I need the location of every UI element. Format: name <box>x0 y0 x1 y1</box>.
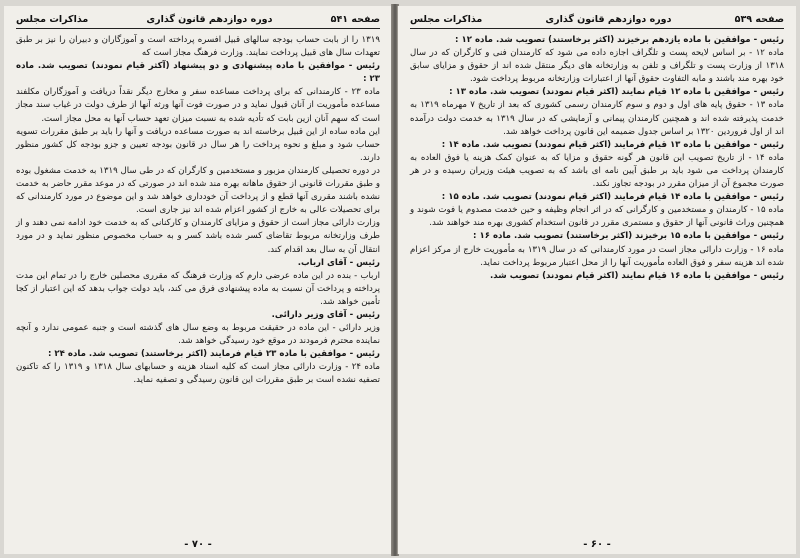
paragraph: ماده ۱۳ - حقوق پایه های اول و دوم و سوم کارمندان رسمی کشوری که بعد از تاریخ ۷ مهرماه ۱۳۱۹ به خدمت پذیرفته شده اند و همچنین کارمندان پیمانی و آزمایشی که در سال ۱۳۱۹ به خدمت دولت درآمده اند از اول فروردین ۱۳۲۰ بر اساس جدول ضمیمه این قانون پرداخت خواهد شد. <box>410 100 784 137</box>
right-page-header <box>410 14 784 29</box>
right-page-body <box>410 34 784 283</box>
paragraph: رئیس - موافقین با ماده ۱۶ قیام نمایند (اکثر قیام نمودند) تصویب شد. <box>490 270 784 281</box>
paragraph: ارباب - بنده در این ماده عرضی دارم که وزارت فرهنگ که مقرری محصلین خارج را در تمام این مدت پرداخته و پرداخت آن نسبت به ماده پیشنهادی فرق می کند، باید دولت جواب بدهد که این اعتبار از کجا تأمین خواهد شد. <box>16 270 380 307</box>
left-page-footer-number: - ۷۰ - <box>184 539 212 550</box>
paragraph: وزارت دارائی مجاز است از حقوق و مزایای کارمندان و کارکنانی که به خدمت خود ادامه نمی دهند و از طرف وزارتخانه مربوط تقاضای کسر شده باشد کسر و به حساب مخصوص منظور نماید و در مورد انتقال آن به سال بعد اقدام کند. <box>16 218 380 255</box>
paragraph: ماده ۲۴ - وزارت دارائی مجاز است که کلیه اسناد هزینه و حسابهای سال ۱۳۱۸ و ۱۳۱۹ را که تاکنون تصفیه نشده است بر طبق مقررات این قانون رسیدگی و تصفیه نماید. <box>16 362 380 386</box>
paragraph: رئیس - موافقین با ماده پیشنهادی و دو پیشنهاد (آکثر قیام نمودند) تصویب شد. ماده ۲۳ : <box>16 61 380 85</box>
right-page-footer-number: - ۶۰ - <box>583 539 611 550</box>
paragraph: رئیس - موافقین با ماده یازدهم برخیزند (اکثر برخاستند) تصویب شد. ماده ۱۲ : <box>455 35 784 45</box>
paragraph: ماده ۱۶ - وزارت دارائی مجاز است در مورد کارمندانی که در سال ۱۳۱۹ به مأموریت خارج از مرکز اعزام شده اند هزینه سفر و فوق العاده مأموریت آنها را از محل اعتبار مربوط پرداخت نماید. <box>410 244 784 268</box>
paragraph: رئیس - موافقین با ماده ۱۳ قیام فرمایند (اکثر قیام نمودند) تصویب شد. ماده ۱۴ : <box>441 139 784 150</box>
paragraph: رئیس - آقای ارباب. <box>297 257 380 268</box>
paragraph: رئیس - موافقین با ماده ۱۴ قیام فرمایند (اکثر قیام نمودند) تصویب شد. ماده ۱۵ : <box>441 192 784 203</box>
paragraph: وزیر دارائی - این ماده در حقیقت مربوط به وضع سال های گذشته است و جنبه عمومی ندارد و آنچه نماینده محترم فرمودند در موقع خود رسیدگی خواهد شد. <box>16 323 380 347</box>
left-page-number: صفحه ۵۴۱ <box>330 14 380 25</box>
paragraph: ۱۳۱۹ را از بابت حساب بودجه سالهای قبیل افسره پرداخته است و آموزگاران و دبیران را نیز بر طبق تعهدات سال های قبیل پرداخت نمایند. وزارت فرهنگ مجاز است که <box>16 35 380 59</box>
right-page <box>397 6 796 554</box>
left-page-source: مذاکرات مجلس <box>16 14 89 25</box>
left-page-body <box>16 34 380 388</box>
right-page-title: دوره دوازدهم قانون گذاری <box>545 14 672 25</box>
left-page-header <box>16 14 380 29</box>
right-page-number: صفحه ۵۳۹ <box>734 14 784 25</box>
paragraph: رئیس - موافقین با ماده ۲۳ قیام فرمایند (اکثر برخاستند) تصویب شد. ماده ۲۴ : <box>47 349 380 360</box>
paragraph: ماده ۱۵ - کارمندان و مستخدمین و کارگرانی که در اثر انجام وظیفه و حین خدمت مصدوم یا فوت شوند و همچنین وراث قانونی آنها از حقوق و مستمری مقرر در قانون استخدام کشوری بهره مند خواهند شد. <box>410 205 784 229</box>
paragraph: رئیس - موافقین با ماده ۱۵ برخیزند (اکثر برخاستند) تصویب شد. ماده ۱۶ : <box>473 231 784 242</box>
left-page-title: دوره دوازدهم قانون گذاری <box>146 14 273 25</box>
right-page-source: مذاکرات مجلس <box>410 14 483 25</box>
left-page <box>4 6 393 554</box>
paragraph: ماده ۲۳ - کارمندانی که برای پرداخت مساعده سفر و مخارج دیگر نقداً دریافت و آموزگاران مکلفند مساعده مأموریت از آنان قبول نماید و در صورت فوت آنها ورثه آنها از طرف دولت در غیاب سند مجاز است که سهم آنان ازین بابت که تأدیه شده به نسبت میزان تعهد حساب آنها به محل مجاز است. <box>16 87 380 124</box>
paragraph: رئیس - موافقین با ماده ۱۲ قیام نمایند (اکثر قیام نمودند) تصویب شد. ماده ۱۳ : <box>449 87 784 98</box>
paragraph: در دوره تحصیلی کارمندان مزبور و مستخدمین و کارگران که در طی سال ۱۳۱۹ به خدمت مشغول بوده و طبق مقررات قانونی از حقوق ماهانه بهره مند شده اند در صورتی که در موعد مقرر حاضر به خدمت نشده باشند مقرری آنها قطع و از پرداخت آن خودداری خواهد شد و این موضوع در مورد کارمندانی که برای تحصیلات عالی به خارج از کشور اعزام شده اند نیز جاری است. <box>16 165 380 216</box>
paragraph: ماده ۱۴ - از تاریخ تصویب این قانون هر گونه حقوق و مزایا که به عنوان کمک هزینه یا فوق العاده به کارمندان پرداخت می شود باید بر طبق آیین نامه ای باشد که به تصویب هیئت وزیران رسیده و در هر صورت مجموع آن از میزان مقرر در بودجه تجاوز نکند. <box>410 152 784 190</box>
paragraph: رئیس - آقای وزیر دارائی. <box>271 309 380 320</box>
paragraph: ماده ۱۲ - بر اساس لایحه پست و تلگراف اجازه داده می شود که کارمندان فنی و کارگران که در سال ۱۳۱۸ از وزارت پست و تلگراف و تلفن به وزارتخانه های دیگر منتقل شده اند از حقوق و مزایای سابق خود بهره مند باشند و مابه التفاوت حقوق آنها از اعتبارات وزارتخانه مربوط پرداخت شود. <box>410 48 784 85</box>
paragraph: این ماده ساده از این قبیل برخاسته اند به صورت مساعده دریافت و آنها را باید بر طبق مقررات تسویه حساب شود و مبلغ و نحوه پرداخت را هر سال در قانون بودجه تعیین و جزو بودجه کل کشور منظور دارند. <box>16 126 380 163</box>
